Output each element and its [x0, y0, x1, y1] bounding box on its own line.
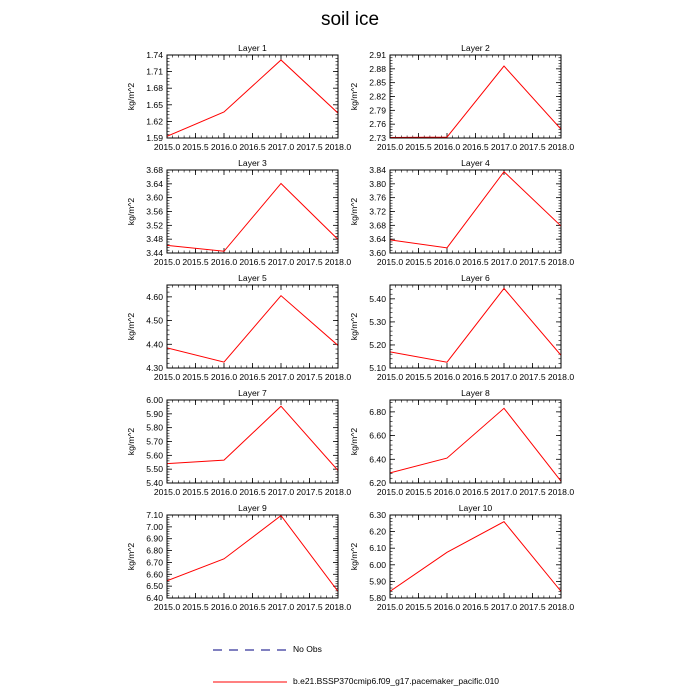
- x-tick-label: 2017.5: [296, 372, 323, 382]
- panel-title: Layer 5: [238, 273, 267, 283]
- y-tick-label: 3.48: [146, 234, 163, 245]
- y-tick-label: 2.85: [369, 77, 386, 88]
- y-tick-label: 3.68: [369, 220, 386, 231]
- x-tick-label: 2018.0: [324, 487, 352, 497]
- series-line: [167, 60, 338, 136]
- x-tick-label: 2015.0: [376, 257, 404, 267]
- panel-title: Layer 1: [238, 43, 267, 53]
- y-tick-label: 1.74: [146, 50, 163, 60]
- panel-2: [349, 43, 574, 152]
- plot-frame: [390, 55, 561, 138]
- y-tick-label: 6.20: [369, 526, 386, 537]
- x-tick-label: 2017.5: [519, 372, 546, 382]
- panel-title: Layer 8: [461, 388, 490, 398]
- x-tick-label: 2015.0: [376, 487, 404, 497]
- y-tick-label: 6.40: [146, 593, 163, 603]
- x-tick-label: 2015.5: [405, 257, 432, 267]
- y-tick-label: 7.00: [146, 521, 163, 532]
- x-tick-label: 2016.0: [433, 487, 461, 497]
- y-axis-label: kg/m^2: [349, 197, 359, 226]
- panel-title: Layer 2: [461, 43, 490, 53]
- series-line: [167, 296, 338, 362]
- panel-title: Layer 10: [458, 503, 493, 513]
- x-tick-label: 2018.0: [324, 142, 352, 152]
- y-tick-label: 3.80: [369, 178, 386, 189]
- y-tick-label: 5.30: [369, 316, 386, 327]
- x-tick-label: 2017.5: [296, 257, 323, 267]
- x-tick-label: 2016.5: [239, 257, 266, 267]
- series-line: [167, 183, 338, 251]
- panel-title: Layer 4: [461, 158, 490, 168]
- panel-6: [349, 273, 574, 382]
- plot-frame: [390, 170, 561, 253]
- x-tick-label: 2016.5: [239, 602, 266, 612]
- y-tick-label: 6.80: [369, 406, 386, 417]
- x-tick-label: 2017.0: [490, 142, 518, 152]
- x-tick-label: 2015.0: [153, 142, 181, 152]
- x-tick-label: 2017.0: [490, 372, 518, 382]
- y-tick-label: 1.62: [146, 116, 163, 127]
- y-tick-label: 4.40: [146, 339, 163, 350]
- x-tick-label: 2015.5: [182, 257, 209, 267]
- plot-frame: [167, 285, 338, 368]
- y-axis-label: kg/m^2: [126, 542, 136, 571]
- y-tick-label: 6.30: [369, 510, 386, 520]
- panel-title: Layer 6: [461, 273, 490, 283]
- panel-1: [126, 43, 351, 152]
- panel-title: Layer 7: [238, 388, 267, 398]
- x-tick-label: 2018.0: [547, 602, 575, 612]
- y-tick-label: 5.90: [369, 576, 386, 587]
- y-tick-label: 3.76: [369, 192, 386, 203]
- x-tick-label: 2015.5: [182, 372, 209, 382]
- x-tick-label: 2018.0: [547, 142, 575, 152]
- y-tick-label: 3.56: [146, 206, 163, 217]
- x-tick-label: 2016.0: [433, 372, 461, 382]
- panel-8: [349, 388, 574, 497]
- x-tick-label: 2016.5: [239, 142, 266, 152]
- series-line: [390, 288, 561, 362]
- panel-title: Layer 3: [238, 158, 267, 168]
- x-tick-label: 2016.5: [239, 487, 266, 497]
- y-tick-label: 6.20: [369, 478, 386, 488]
- y-tick-label: 6.80: [146, 545, 163, 556]
- y-tick-label: 3.44: [146, 248, 163, 258]
- series-line: [390, 522, 561, 592]
- legend-no-obs-label: No Obs: [293, 644, 322, 654]
- x-tick-label: 2017.5: [519, 487, 546, 497]
- y-tick-label: 5.40: [146, 478, 163, 488]
- x-tick-label: 2017.5: [519, 142, 546, 152]
- y-tick-label: 6.10: [369, 543, 386, 554]
- y-tick-label: 2.82: [369, 91, 386, 102]
- x-tick-label: 2015.5: [182, 142, 209, 152]
- panel-5: [126, 273, 351, 382]
- series-line: [390, 66, 561, 137]
- plot-frame: [167, 170, 338, 253]
- y-tick-label: 3.60: [369, 248, 386, 258]
- y-axis-label: kg/m^2: [126, 312, 136, 341]
- x-tick-label: 2017.0: [267, 487, 295, 497]
- x-tick-label: 2017.0: [267, 372, 295, 382]
- x-tick-label: 2015.5: [405, 487, 432, 497]
- x-tick-label: 2017.0: [490, 487, 518, 497]
- x-tick-label: 2015.0: [153, 257, 181, 267]
- panel-4: [349, 158, 574, 267]
- x-tick-label: 2015.0: [153, 602, 181, 612]
- x-tick-label: 2016.0: [210, 602, 238, 612]
- y-tick-label: 5.50: [146, 464, 163, 475]
- y-tick-label: 2.88: [369, 63, 386, 74]
- y-tick-label: 1.65: [146, 99, 163, 110]
- x-tick-label: 2015.5: [182, 487, 209, 497]
- y-tick-label: 3.52: [146, 220, 163, 231]
- y-tick-label: 1.71: [146, 66, 163, 77]
- y-tick-label: 6.70: [146, 557, 163, 568]
- y-tick-label: 6.00: [146, 395, 163, 405]
- x-tick-label: 2017.5: [296, 487, 323, 497]
- panel-3: [126, 158, 351, 267]
- panel-title: Layer 9: [238, 503, 267, 513]
- x-tick-label: 2017.5: [519, 257, 546, 267]
- series-line: [390, 172, 561, 248]
- y-tick-label: 3.60: [146, 192, 163, 203]
- x-tick-label: 2018.0: [547, 257, 575, 267]
- y-tick-label: 4.60: [146, 291, 163, 302]
- y-tick-label: 6.90: [146, 533, 163, 544]
- x-tick-label: 2017.5: [519, 602, 546, 612]
- x-tick-label: 2015.5: [405, 602, 432, 612]
- y-tick-label: 6.40: [369, 454, 386, 465]
- x-tick-label: 2017.0: [267, 142, 295, 152]
- panel-7: [126, 388, 351, 497]
- x-tick-label: 2015.0: [376, 142, 404, 152]
- y-axis-label: kg/m^2: [126, 427, 136, 456]
- panel-10: [349, 503, 574, 612]
- series-line: [390, 408, 561, 481]
- y-tick-label: 3.72: [369, 206, 386, 217]
- x-tick-label: 2017.5: [296, 602, 323, 612]
- x-tick-label: 2015.5: [182, 602, 209, 612]
- y-axis-label: kg/m^2: [126, 82, 136, 111]
- y-tick-label: 1.68: [146, 83, 163, 94]
- y-tick-label: 2.76: [369, 119, 386, 130]
- x-tick-label: 2016.5: [462, 602, 489, 612]
- y-tick-label: 4.50: [146, 315, 163, 326]
- x-tick-label: 2017.0: [267, 602, 295, 612]
- y-tick-label: 5.80: [146, 422, 163, 433]
- x-tick-label: 2018.0: [324, 372, 352, 382]
- legend-model-label: b.e21.BSSP370cmip6.f09_g17.pacemaker_pacific.010: [293, 676, 500, 686]
- y-tick-label: 3.64: [146, 178, 163, 189]
- plot-frame: [390, 400, 561, 483]
- series-line: [167, 516, 338, 592]
- x-tick-label: 2016.5: [239, 372, 266, 382]
- x-tick-label: 2017.0: [490, 257, 518, 267]
- x-tick-label: 2017.5: [296, 142, 323, 152]
- x-tick-label: 2015.0: [376, 602, 404, 612]
- x-tick-label: 2016.0: [210, 142, 238, 152]
- plot-frame: [390, 515, 561, 598]
- y-axis-label: kg/m^2: [349, 427, 359, 456]
- y-tick-label: 6.00: [369, 559, 386, 570]
- x-tick-label: 2018.0: [547, 487, 575, 497]
- x-tick-label: 2016.0: [433, 142, 461, 152]
- y-tick-label: 6.60: [369, 430, 386, 441]
- x-tick-label: 2016.5: [462, 372, 489, 382]
- y-tick-label: 6.60: [146, 569, 163, 580]
- x-tick-label: 2015.0: [153, 487, 181, 497]
- y-axis-label: kg/m^2: [349, 82, 359, 111]
- x-tick-label: 2018.0: [324, 602, 352, 612]
- x-tick-label: 2015.5: [405, 372, 432, 382]
- y-tick-label: 5.10: [369, 363, 386, 373]
- x-tick-label: 2016.0: [210, 257, 238, 267]
- y-tick-label: 5.40: [369, 293, 386, 304]
- x-tick-label: 2018.0: [547, 372, 575, 382]
- y-tick-label: 7.10: [146, 510, 163, 520]
- y-tick-label: 3.68: [146, 165, 163, 175]
- y-tick-label: 2.79: [369, 105, 386, 116]
- x-tick-label: 2015.5: [405, 142, 432, 152]
- x-tick-label: 2016.5: [462, 257, 489, 267]
- y-axis-label: kg/m^2: [349, 542, 359, 571]
- y-tick-label: 3.64: [369, 234, 386, 245]
- x-tick-label: 2016.5: [462, 142, 489, 152]
- x-tick-label: 2016.0: [210, 487, 238, 497]
- y-tick-label: 5.70: [146, 436, 163, 447]
- y-tick-label: 5.20: [369, 339, 386, 350]
- x-tick-label: 2016.0: [210, 372, 238, 382]
- x-tick-label: 2015.0: [153, 372, 181, 382]
- plot-frame: [390, 285, 561, 368]
- y-tick-label: 2.91: [369, 50, 386, 60]
- y-tick-label: 5.90: [146, 408, 163, 419]
- series-line: [167, 406, 338, 470]
- y-tick-label: 4.30: [146, 363, 163, 373]
- y-tick-label: 6.50: [146, 581, 163, 592]
- y-tick-label: 1.59: [146, 133, 163, 143]
- y-axis-label: kg/m^2: [349, 312, 359, 341]
- chart-title: soil ice: [320, 9, 380, 30]
- x-tick-label: 2016.5: [462, 487, 489, 497]
- y-tick-label: 5.60: [146, 450, 163, 461]
- x-tick-label: 2018.0: [324, 257, 352, 267]
- x-tick-label: 2017.0: [490, 602, 518, 612]
- x-tick-label: 2017.0: [267, 257, 295, 267]
- y-tick-label: 2.73: [369, 133, 386, 143]
- y-axis-label: kg/m^2: [126, 197, 136, 226]
- y-tick-label: 5.80: [369, 593, 386, 603]
- y-tick-label: 3.84: [369, 165, 386, 175]
- x-tick-label: 2015.0: [376, 372, 404, 382]
- x-tick-label: 2016.0: [433, 257, 461, 267]
- panel-9: [126, 503, 351, 612]
- x-tick-label: 2016.0: [433, 602, 461, 612]
